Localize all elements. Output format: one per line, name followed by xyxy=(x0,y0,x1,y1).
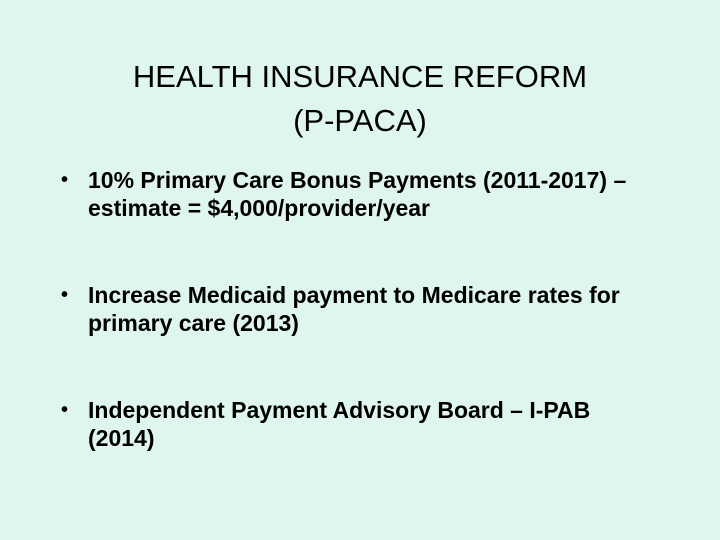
bullet-item-medicaid-payment xyxy=(58,281,658,337)
bullet-item-payment-advisory-board xyxy=(58,396,658,452)
bullet-text: Increase Medicaid payment to Medicare rates for primary care (2013) xyxy=(88,282,620,336)
bullet-dot-icon: • xyxy=(61,399,69,421)
bullet-dot-icon: • xyxy=(61,284,69,306)
bullet-item-primary-care-bonus xyxy=(58,166,658,222)
bullet-dot-icon: • xyxy=(61,169,69,191)
bullet-text: Independent Payment Advisory Board – I-PAB (2014) xyxy=(88,397,591,451)
bullet-list xyxy=(58,166,658,452)
bullet-text: 10% Primary Care Bonus Payments (2011-2017) – estimate = $4,000/provider/year xyxy=(88,167,627,221)
slide-title xyxy=(40,55,680,143)
slide-title-line-1: HEALTH INSURANCE REFORM xyxy=(132,58,588,94)
slide-title-line-2: (P-PACA) xyxy=(293,102,427,138)
